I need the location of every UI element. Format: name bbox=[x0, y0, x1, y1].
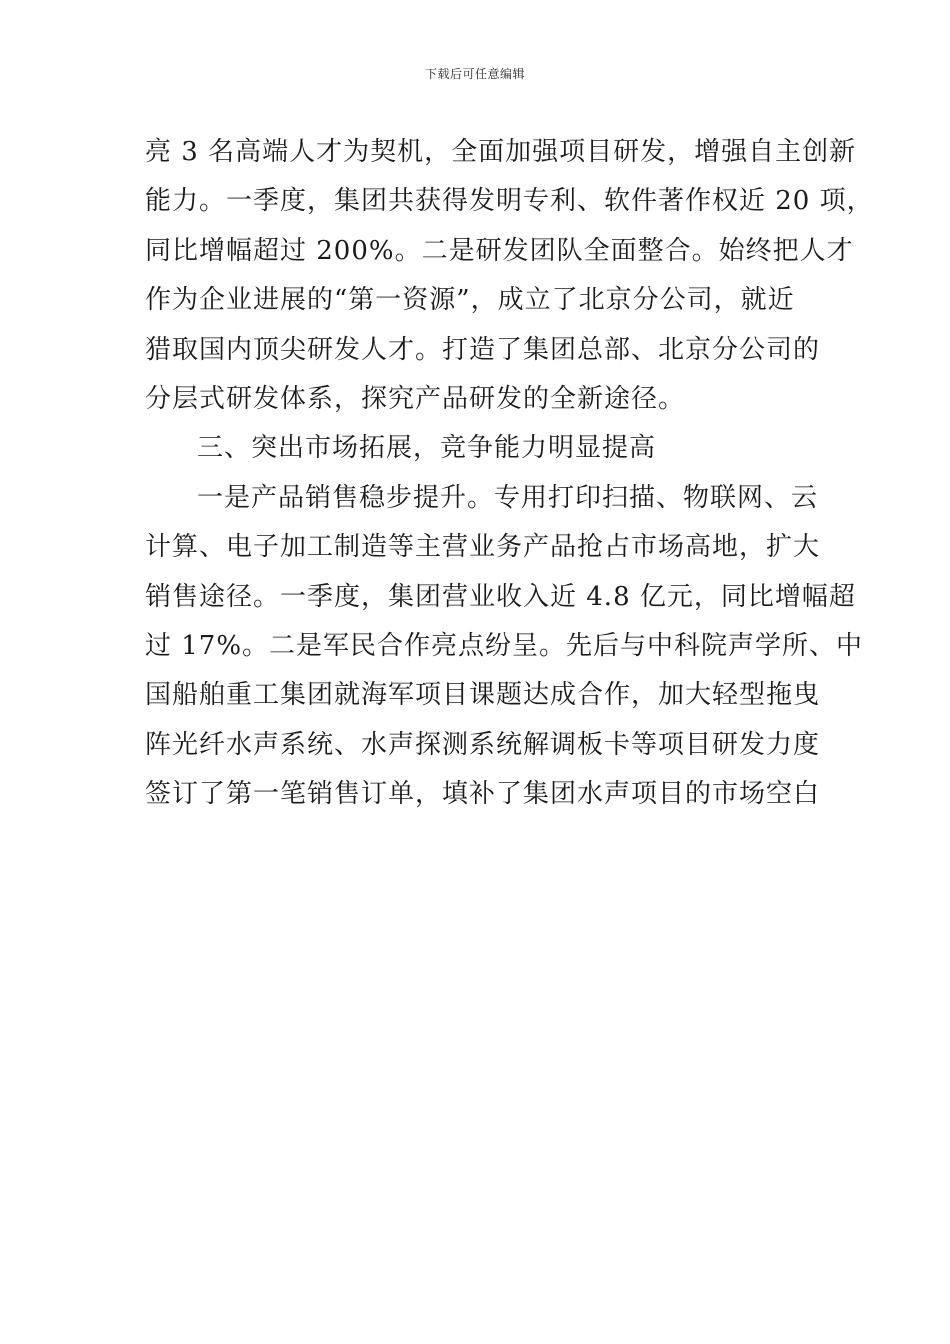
paragraph-line: 亮 3 名高端人才为契机，全面加强项目研发，增强自主创新 bbox=[145, 137, 857, 167]
paragraph-line: 阵光纤水声系统、水声探测系统解调板卡等项目研发力度 bbox=[145, 729, 821, 760]
paragraph-line: 同比增幅超过 200%。二是研发团队全面整合。始终把人才 bbox=[145, 235, 854, 266]
page-header: 下载后可任意编辑 bbox=[424, 67, 525, 81]
paragraph-line: 销售途径。一季度，集团营业收入近 4.8 亿元，同比增幅超 bbox=[145, 581, 856, 612]
section-heading: 三、突出市场拓展，竞争能力明显提高 bbox=[197, 433, 657, 464]
document-body bbox=[145, 128, 874, 819]
paragraph-line: 分层式研发体系，探究产品研发的全新途径。 bbox=[145, 383, 686, 414]
paragraph-line: 作为企业进展的“第一资源”，成立了北京分公司，就近 bbox=[145, 285, 795, 316]
paragraph-line: 计算、电子加工制造等主营业务产品抢占市场高地，扩大 bbox=[145, 532, 821, 563]
paragraph-line: 国船舶重工集团就海军项目课题达成合作，加大轻型拖曳 bbox=[145, 680, 821, 711]
paragraph-line: 能力。一季度，集团共获得发明专利、软件著作权近 20 项， bbox=[145, 186, 874, 217]
paragraph-line: 过 17%。二是军民合作亮点纷呈。先后与中科院声学所、中 bbox=[145, 630, 864, 661]
paragraph-line: 猎取国内顶尖研发人才。打造了集团总部、北京分公司的 bbox=[145, 334, 821, 365]
paragraph-line: 一是产品销售稳步提升。专用打印扫描、物联网、云 bbox=[197, 482, 819, 513]
paragraph-line: 签订了第一笔销售订单，填补了集团水声项目的市场空白 bbox=[145, 779, 821, 810]
